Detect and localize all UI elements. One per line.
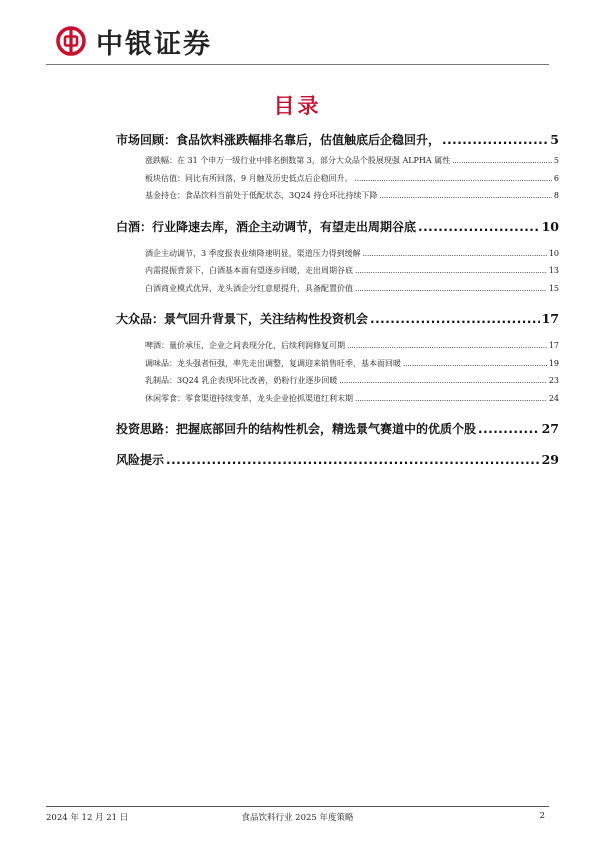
footer-doc-title: 食品饮料行业 2025 年度策略 [241,813,354,823]
bank-of-china-logo-icon [56,26,86,56]
toc-item-title: 基金持仓：食品饮料当前处于低配状态，3Q24 持仓环比持续下降 [145,191,378,200]
toc-item[interactable] [116,355,559,373]
toc-page-number: 19 [548,358,559,368]
toc-leader-dots [355,171,552,189]
toc-section-baijiu[interactable] [116,217,559,236]
toc-item-title: 啤酒：量价承压，企业之间表现分化，后续利润修复可期 [145,341,345,350]
toc-leader-dots [403,356,547,374]
toc-leader-dots [379,188,552,206]
toc-section-market-review[interactable] [116,130,559,149]
toc-leader-dots [355,391,547,409]
toc-leader-dots [339,373,546,391]
toc-leader-dots [442,131,548,150]
toc-section-title: 投资思路：把握底部回升的结构性机会，精选景气赛道中的优质个股 [116,422,477,436]
toc-page-number: 17 [541,311,559,326]
toc-page-number: 13 [548,266,559,275]
toc-item-title: 板块估值：同比有所回落，9 月触及历史低点后企稳回升。 [145,173,353,183]
toc-item-title: 白酒商业模式优异，龙头酒企分红意愿提升，具备配置价值 [145,283,353,293]
toc-leader-dots [355,281,547,299]
toc-item-title: 调味品：龙头强者恒强，率先走出调整，复调迎来销售旺季，基本面回暖 [145,358,401,368]
toc-item[interactable] [116,372,559,390]
page-header [56,20,212,62]
toc-leader-dots [355,263,547,281]
footer-date: 2024 年 12 月 21 日 [46,813,129,823]
toc-page-number: 29 [541,452,559,467]
toc-page-number: 10 [548,248,559,258]
toc-page-number: 27 [541,421,559,436]
toc-page-number: 15 [548,283,559,293]
toc-page-number: 8 [553,191,559,200]
toc-item[interactable] [116,262,559,280]
toc-page-number: 24 [548,393,559,403]
table-of-contents [116,130,559,469]
toc-item[interactable] [116,337,559,355]
toc-page-number: 5 [553,156,559,165]
toc-item[interactable] [116,152,559,170]
toc-section-title: 市场回顾：食品饮料涨跌幅排名靠后，估值触底后企稳回升， [116,133,441,147]
toc-page-number: 5 [550,132,559,147]
toc-leader-dots [418,218,540,237]
toc-item[interactable] [116,187,559,205]
toc-item-title: 休闲零食：零食渠道持续变革，龙头企业抢抓渠道红利末期 [145,393,353,403]
toc-title: 目录 [273,94,322,118]
footer-divider [46,806,549,807]
toc-item-title: 内需提振背景下，白酒基本面有望逐步回暖，走出周期谷底 [145,266,353,275]
footer-page-number: 2 [539,811,545,821]
toc-leader-dots [452,153,552,171]
toc-leader-dots [370,310,540,329]
toc-section-title: 风险提示 [116,453,165,467]
toc-leader-dots [478,420,540,439]
toc-section-risk-warning[interactable] [116,450,559,469]
toc-page-number: 6 [553,173,559,183]
toc-item[interactable] [116,390,559,408]
toc-item-title: 涨跌幅：在 31 个申万一级行业中排名倒数第 3，部分大众品个股展现强 ALPHA 属性 [145,156,451,165]
toc-section-investment-ideas[interactable] [116,419,559,438]
toc-section-mass-consumer[interactable] [116,309,559,328]
toc-leader-dots [166,451,540,470]
toc-page-number: 23 [548,376,559,385]
brand-name: 中银证券 [96,28,212,60]
toc-section-title: 大众品：景气回升背景下，关注结构性投资机会 [116,312,369,326]
toc-leader-dots [363,246,547,264]
header-divider [46,64,549,65]
toc-item[interactable] [116,245,559,263]
toc-item[interactable] [116,170,559,188]
toc-item-title: 酒企主动调节，3 季度报表业绩降速明显，渠道压力得到缓解 [145,248,361,258]
toc-page-number: 17 [548,341,559,350]
toc-page-number: 10 [541,218,559,234]
toc-item-title: 乳制品：3Q24 乳企表现环比改善，奶粉行业逐步回暖 [145,376,338,385]
toc-leader-dots [347,338,547,356]
toc-item[interactable] [116,280,559,298]
toc-section-title: 白酒：行业降速去库，酒企主动调节，有望走出周期谷底 [116,219,417,234]
